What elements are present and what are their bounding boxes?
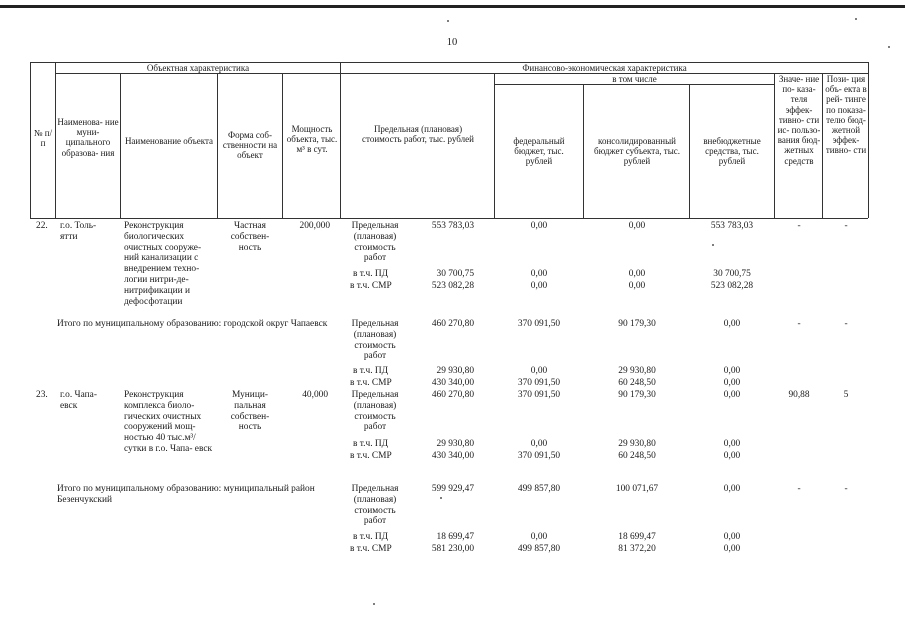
rating-value: - bbox=[844, 484, 848, 494]
scan-speck bbox=[888, 46, 890, 48]
consolidated-pd: 29 930,80 bbox=[618, 439, 656, 449]
grid-line bbox=[282, 73, 283, 218]
offbudget-pd: 0,00 bbox=[723, 532, 741, 542]
scan-speck bbox=[447, 20, 449, 22]
smr-label: в т.ч. СМР bbox=[350, 281, 392, 291]
header-consolidated: консолидированный бюджет субъекта, тыс. рублей bbox=[594, 136, 680, 167]
cost-pd: 29 930,80 bbox=[436, 439, 474, 449]
grid-line bbox=[774, 73, 775, 218]
federal-pd: 0,00 bbox=[530, 269, 548, 279]
cost-label: Предельная (плановая) стоимость работ bbox=[351, 319, 399, 362]
cost-smr: 430 340,00 bbox=[431, 378, 474, 388]
grid-line bbox=[868, 62, 869, 218]
offbudget-total: 0,00 bbox=[723, 319, 741, 329]
scan-speck bbox=[712, 244, 714, 246]
federal-total: 0,00 bbox=[530, 221, 548, 231]
offbudget-smr: 0,00 bbox=[723, 378, 741, 388]
consolidated-pd: 29 930,80 bbox=[618, 366, 656, 376]
municipality-name: г.о. Толь- ятти bbox=[60, 221, 97, 242]
federal-total: 370 091,50 bbox=[517, 319, 561, 329]
offbudget-total: 0,00 bbox=[723, 390, 741, 400]
grid-line bbox=[494, 73, 495, 218]
offbudget-pd: 30 700,75 bbox=[713, 269, 751, 279]
rating-value: - bbox=[844, 221, 848, 231]
grid-line bbox=[217, 73, 218, 218]
pd-label: в т.ч. ПД bbox=[353, 269, 389, 279]
cost-label: Предельная (плановая) стоимость работ bbox=[351, 484, 399, 527]
cost-pd: 29 930,80 bbox=[436, 366, 474, 376]
cost-total: 460 270,80 bbox=[431, 390, 474, 400]
scan-speck bbox=[373, 603, 375, 605]
header-capacity: Мощность объекта, тыс. м³ в сут. bbox=[286, 124, 338, 155]
offbudget-pd: 0,00 bbox=[723, 366, 741, 376]
object-name: Реконструкция биологических очистных сооруже- ний канализации с внедрением техно- логии нитри-де- нитрификации и дефосфотации bbox=[124, 221, 202, 307]
grid-line bbox=[55, 62, 56, 218]
cost-label: Предельная (плановая) стоимость работ bbox=[351, 390, 399, 433]
consolidated-total: 90 179,30 bbox=[618, 390, 656, 400]
federal-smr: 499 857,80 bbox=[517, 544, 561, 554]
offbudget-smr: 0,00 bbox=[723, 544, 741, 554]
offbudget-smr: 523 082,28 bbox=[710, 281, 754, 291]
municipality-name: г.о. Чапа- евск bbox=[60, 390, 97, 411]
ownership-form: Муници- пальная собствен- ность bbox=[230, 390, 270, 433]
grid-line bbox=[583, 84, 584, 218]
cost-total: 460 270,80 bbox=[431, 319, 474, 329]
offbudget-total: 553 783,03 bbox=[710, 221, 754, 231]
federal-total: 370 091,50 bbox=[517, 390, 561, 400]
row-number: 22. bbox=[36, 221, 48, 231]
header-ownership: Форма соб- ственности на объект bbox=[222, 130, 278, 161]
cost-smr: 430 340,00 bbox=[431, 451, 474, 461]
pd-label: в т.ч. ПД bbox=[353, 439, 389, 449]
efficiency-value: 90,88 bbox=[788, 390, 810, 400]
grid-line bbox=[340, 62, 341, 218]
offbudget-total: 0,00 bbox=[723, 484, 741, 494]
grid-line bbox=[120, 73, 121, 218]
scan-speck bbox=[440, 497, 442, 499]
consolidated-pd: 0,00 bbox=[628, 269, 646, 279]
header-finance-group: Финансово-экономическая характеристика bbox=[522, 63, 687, 73]
smr-label: в т.ч. СМР bbox=[350, 451, 392, 461]
rating-value: 5 bbox=[843, 390, 849, 400]
grid-line bbox=[689, 84, 690, 218]
scan-top-edge bbox=[0, 5, 905, 8]
header-cost: Предельная (плановая) стоимость работ, тыс. рублей bbox=[362, 124, 474, 145]
consolidated-smr: 81 372,20 bbox=[618, 544, 656, 554]
pd-label: в т.ч. ПД bbox=[353, 532, 389, 542]
consolidated-smr: 60 248,50 bbox=[618, 378, 656, 388]
header-federal: федеральный бюджет, тыс. рублей bbox=[513, 136, 565, 167]
scan-speck bbox=[855, 18, 857, 20]
header-object-group: Объектная характеристика bbox=[146, 63, 250, 73]
consolidated-smr: 60 248,50 bbox=[618, 451, 656, 461]
header-including: в том числе bbox=[612, 74, 657, 84]
consolidated-total: 0,00 bbox=[628, 221, 646, 231]
cost-label: Предельная (плановая) стоимость работ bbox=[351, 221, 399, 264]
grid-line bbox=[30, 218, 868, 219]
federal-pd: 0,00 bbox=[530, 366, 548, 376]
pd-label: в т.ч. ПД bbox=[353, 366, 389, 376]
rating-value: - bbox=[844, 319, 848, 329]
efficiency-value: - bbox=[797, 221, 801, 231]
header-rating: Пози- ция объ- екта в рей- тинге по показа- телю бюд- жетной эффек- тивно- сти bbox=[825, 74, 867, 156]
federal-smr: 370 091,50 bbox=[517, 451, 561, 461]
efficiency-value: - bbox=[797, 484, 801, 494]
grid-line bbox=[30, 62, 31, 218]
offbudget-pd: 0,00 bbox=[723, 439, 741, 449]
subtotal-label: Итого по муниципальному образованию: городской округ Чапаевск bbox=[57, 319, 328, 329]
cost-smr: 581 230,00 bbox=[431, 544, 474, 554]
row-number: 23. bbox=[36, 390, 48, 400]
capacity-value: 40,000 bbox=[302, 390, 328, 400]
federal-pd: 0,00 bbox=[530, 532, 548, 542]
page-number: 10 bbox=[446, 37, 458, 48]
federal-pd: 0,00 bbox=[530, 439, 548, 449]
consolidated-smr: 0,00 bbox=[628, 281, 646, 291]
cost-smr: 523 082,28 bbox=[431, 281, 474, 291]
header-num: № п/п bbox=[33, 128, 53, 149]
header-object-name: Наименование объекта bbox=[124, 136, 214, 146]
subtotal-label: Итого по муниципальному образованию: муниципальный район Безенчукский bbox=[57, 484, 315, 505]
capacity-value: 200,000 bbox=[299, 221, 330, 231]
federal-smr: 370 091,50 bbox=[517, 378, 561, 388]
consolidated-pd: 18 699,47 bbox=[618, 532, 656, 542]
cost-total: 599 929,47 bbox=[431, 484, 474, 494]
header-efficiency: Значе- ние по- каза- теля эффек- тивно- сти ис- пользо- вания бюд- жетных средств bbox=[777, 74, 821, 166]
header-municipality: Наименова- ние муни- ципального образова- ния bbox=[57, 117, 119, 158]
consolidated-total: 100 071,67 bbox=[615, 484, 659, 494]
smr-label: в т.ч. СМР bbox=[350, 378, 392, 388]
federal-smr: 0,00 bbox=[530, 281, 548, 291]
grid-line bbox=[822, 73, 823, 218]
cost-pd: 30 700,75 bbox=[436, 269, 474, 279]
header-offbudget: внебюджетные средства, тыс. рублей bbox=[703, 136, 761, 167]
object-name: Реконструкция комплекса биоло- гических очистных сооружений мощ- ностью 40 тыс.м³/ сутки в г.о. Чапа- евск bbox=[124, 390, 213, 454]
efficiency-value: - bbox=[797, 319, 801, 329]
cost-pd: 18 699,47 bbox=[436, 532, 474, 542]
offbudget-smr: 0,00 bbox=[723, 451, 741, 461]
federal-total: 499 857,80 bbox=[517, 484, 561, 494]
ownership-form: Частная собствен- ность bbox=[230, 221, 270, 253]
cost-total: 553 783,03 bbox=[431, 221, 474, 231]
smr-label: в т.ч. СМР bbox=[350, 544, 392, 554]
consolidated-total: 90 179,30 bbox=[618, 319, 656, 329]
